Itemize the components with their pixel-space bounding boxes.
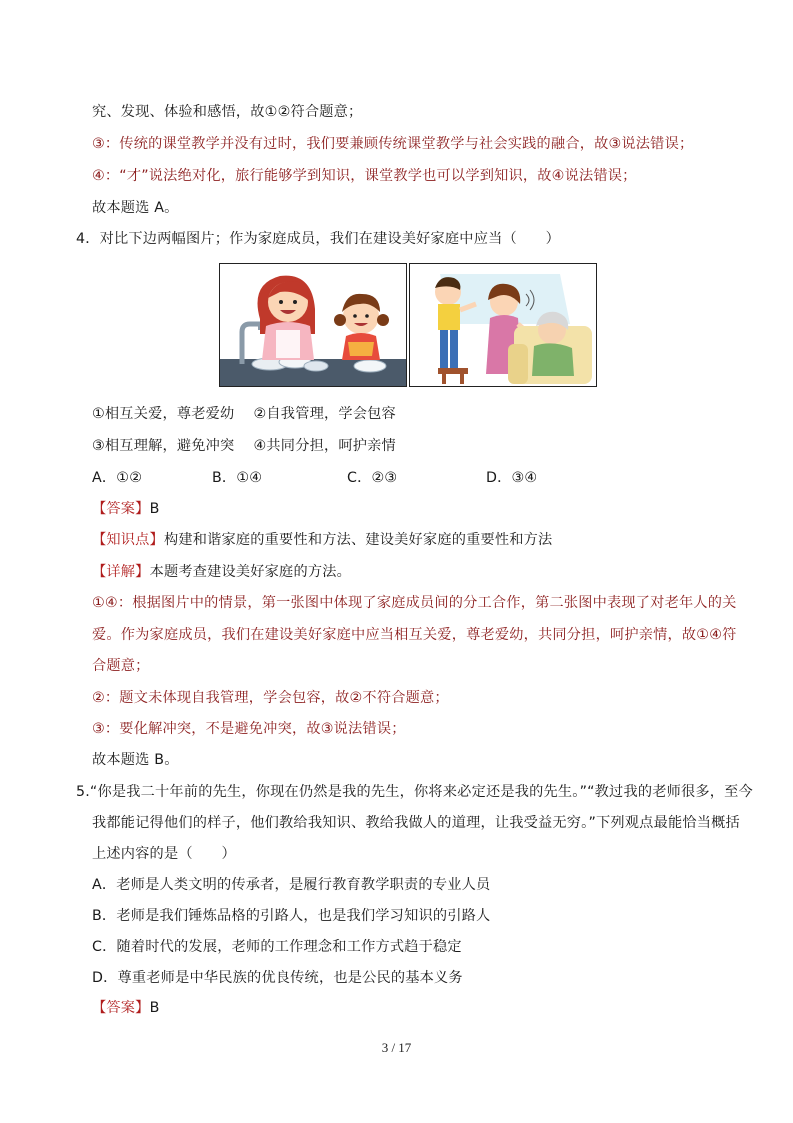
q4-options-row-1: ①相互关爱，尊老爱幼 ②自我管理，学会包容: [92, 406, 396, 422]
q5-stem-3: 上述内容的是（ ）: [92, 846, 236, 862]
prev-conclusion: 故本题选 A。: [92, 200, 179, 216]
q4-image-caring-grandmother: [409, 263, 597, 387]
q4-options-row-2: ③相互理解，避免冲突 ④共同分担，呵护亲情: [92, 438, 396, 454]
q5-option-d: D．尊重老师是中华民族的优良传统，也是公民的基本义务: [92, 970, 463, 986]
q4-answer: [92, 499, 160, 519]
q4-detail-label: 【详解】: [92, 564, 150, 580]
q4-answer-label: 【答案】: [92, 501, 150, 517]
q5-option-b: B．老师是我们锤炼品格的引路人，也是我们学习知识的引路人: [92, 908, 491, 924]
prev-analysis-4: ④：“才”说法绝对化，旅行能够学到知识，课堂教学也可以学到知识，故④说法错误；: [92, 168, 637, 184]
q5-answer: [92, 998, 160, 1018]
q4-analysis-1a: ①④：根据图片中的情景，第一张图中体现了家庭成员间的分工合作，第二张图中表现了对老年人的关: [92, 595, 737, 611]
prev-question-tail: 究、发现、体验和感悟，故①②符合题意；: [92, 104, 363, 120]
washing-dishes-illustration: [220, 264, 406, 386]
q4-knowledge: [92, 530, 552, 550]
q4-image-washing-dishes: [219, 263, 407, 387]
prev-analysis-3: ③：传统的课堂教学并没有过时，我们要兼顾传统课堂教学与社会实践的融合，故③说法错误；: [92, 136, 694, 152]
q5-stem-1: 5.“你是我二十年前的先生，你现在仍然是我的先生，你将来必定还是我的先生。”“教过我的老师很多，至今: [76, 784, 753, 800]
q4-conclusion: 故本题选 B。: [92, 752, 179, 768]
page-number: 3 / 17: [381, 1040, 412, 1055]
q4-detail: [92, 562, 351, 582]
q4-analysis-3: ③：要化解冲突，不是避免冲突，故③说法错误；: [92, 721, 406, 737]
q4-knowledge-text: 构建和谐家庭的重要性和方法、建设美好家庭的重要性和方法: [163, 532, 553, 548]
q4-choice-b: B．①④: [212, 470, 263, 486]
caring-grandmother-illustration: [410, 264, 596, 386]
q4-knowledge-label: 【知识点】: [92, 532, 164, 548]
q5-option-a: A．老师是人类文明的传承者，是履行教育教学职责的专业人员: [92, 877, 491, 893]
q4-choice-a: A．①②: [92, 470, 143, 486]
q4-detail-text: 本题考查建设美好家庭的方法。: [149, 564, 351, 580]
q4-answer-value: B: [149, 501, 160, 517]
q4-analysis-2: ②：题文未体现自我管理，学会包容，故②不符合题意；: [92, 690, 449, 706]
q4-analysis-1b: 爱。作为家庭成员，我们在建设美好家庭中应当相互关爱，尊老爱幼，共同分担，呵护亲情，故①④符: [92, 627, 737, 643]
q5-stem-2: 我都能记得他们的样子，他们教给我知识、教给我做人的道理，让我受益无穷。”下列观点最能恰当概括: [92, 815, 740, 831]
q4-choice-c: C．②③: [347, 470, 398, 486]
q5-option-c: C．随着时代的发展，老师的工作理念和工作方式趋于稳定: [92, 939, 462, 955]
q4-choice-d: D．③④: [486, 470, 538, 486]
q4-stem: 4．对比下边两幅图片；作为家庭成员，我们在建设美好家庭中应当（ ）: [76, 231, 561, 247]
q4-analysis-1c: 合题意；: [92, 658, 150, 674]
q5-answer-label: 【答案】: [92, 1000, 150, 1016]
q5-answer-value: B: [149, 1000, 160, 1016]
